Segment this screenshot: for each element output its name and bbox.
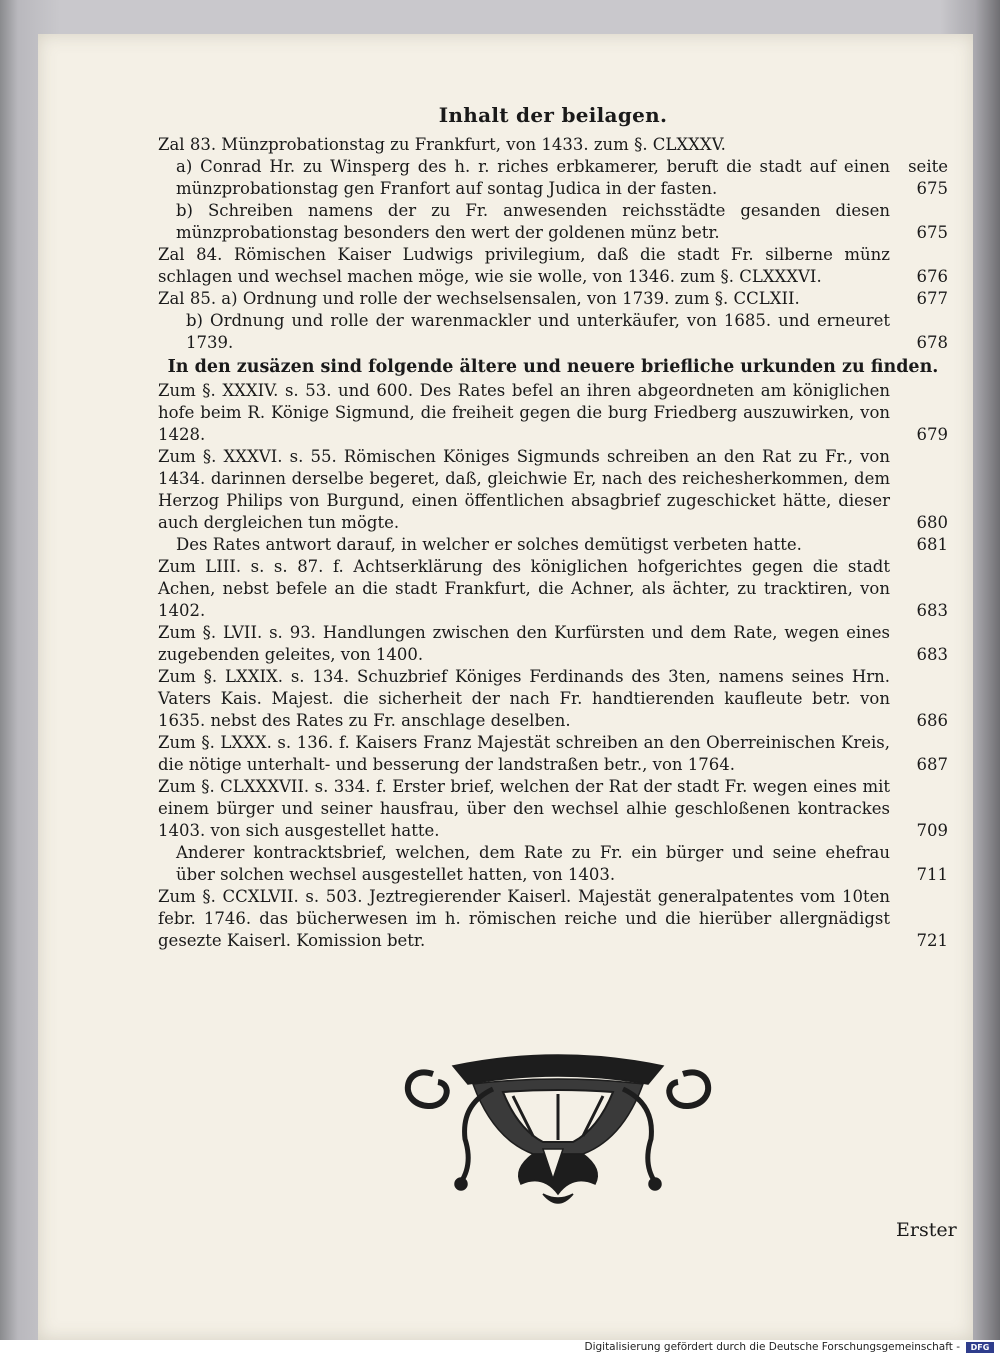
entry-page-number: 681 [916, 535, 948, 554]
ornament-icon [393, 1044, 723, 1214]
entry-text: b) Schreiben namens der zu Fr. anwesenden reichsstädte gesanden diesen münzprobationstag besonders den wert der goldenen münz betr. [176, 201, 890, 242]
entry-text: Zal 85. a) Ordnung und rolle der wechselsensalen, von 1739. zum §. CCLXII. [158, 289, 800, 308]
list-item [158, 556, 948, 622]
entry-page-number: 675 [916, 223, 948, 242]
list-item [158, 200, 948, 244]
entry-page-number: 680 [916, 513, 948, 532]
list-item [158, 244, 948, 288]
list-item [158, 310, 948, 354]
entry-page-number: 709 [916, 821, 948, 840]
entry-page-number: 711 [916, 865, 948, 884]
list-item [158, 134, 948, 156]
page-heading: Inhalt der beilagen. [438, 103, 668, 127]
list-item [158, 842, 948, 886]
entry-text: Des Rates antwort darauf, in welcher er solches demütigst verbeten hatte. [176, 535, 802, 554]
footer-credit: Digitalisierung gefördert durch die Deutsche Forschungsgemeinschaft - [584, 1341, 960, 1353]
entry-page-number: 679 [916, 425, 948, 444]
list-item [158, 666, 948, 732]
entry-text: Zum §. LVII. s. 93. Handlungen zwischen den Kurfürsten und dem Rate, wegen eines zugebenden geleites, von 1400. [158, 623, 890, 664]
entries-list [158, 134, 948, 354]
entry-text: Zum §. XXXVI. s. 55. Römischen Königes Sigmunds schreiben an den Rat zu Fr., von 1434. darinnen derselbe begeret, daß, gleichwie Er, nach des reichesherkommen, dem Herzog Philips von Burgund, einen öffentlichen absagbrief zugeschicket hätte, dieser auch dergleichen tun mögte. [158, 447, 890, 532]
entry-page-number: 721 [916, 931, 948, 950]
catchword: Erster [896, 1219, 957, 1241]
page-content [158, 104, 948, 952]
entry-text: Anderer kontracktsbrief, welchen, dem Rate zu Fr. ein bürger und seine ehefrau über solchen wechsel ausgestellet hatten, von 1403. [176, 843, 890, 884]
entry-text: a) Conrad Hr. zu Winsperg des h. r. riches erbkamerer, beruft die stadt auf einen münzprobationstag gen Franfort auf sontag Judica in der fasten. [176, 157, 890, 198]
entry-text: Zum LIII. s. s. 87. f. Achtserklärung des königlichen hofgerichtes gegen die stadt Achen, nebst befele an die stadt Frankfurt, die Achner, als ächter, zu tracktiren, von 1402. [158, 557, 890, 620]
entry-page-number: 683 [916, 601, 948, 620]
entry-text: Zal 83. Münzprobationstag zu Frankfurt, von 1433. zum §. CLXXXV. [158, 135, 726, 154]
entry-page-number: 687 [916, 755, 948, 774]
entry-page-number: 683 [916, 645, 948, 664]
list-item [158, 288, 948, 310]
dfg-logo: DFG [966, 1342, 994, 1353]
entry-text: Zal 84. Römischen Kaiser Ludwigs privilegium, daß die stadt Fr. silberne münz schlagen und wechsel machen möge, wie sie wolle, von 1346. zum §. CLXXXVI. [158, 245, 890, 286]
list-item [158, 732, 948, 776]
entry-text: Zum §. CCXLVII. s. 503. Jeztregierender Kaiserl. Majestät generalpatentes vom 10ten febr. 1746. das bücherwesen im h. römischen reiche und die hierüber allergnädigst gesezte Kaiserl. Komission betr. [158, 887, 890, 950]
entry-page-number: 686 [916, 711, 948, 730]
list-item [158, 886, 948, 952]
list-item [158, 156, 948, 200]
entry-text: Zum §. CLXXXVII. s. 334. f. Erster brief, welchen der Rat der stadt Fr. wegen eines mit einem bürger und seiner hausfrau, über den wechsel alhie geschloßenen kontrackes 1403. von sich ausgestellet hatte. [158, 777, 890, 840]
entries-list-additions [158, 380, 948, 952]
entry-text: Zum §. LXXIX. s. 134. Schuzbrief Königes Ferdinands des 3ten, namens seines Hrn. Vaters Kais. Majest. die sicherheit der nach Fr. handtierenden kaufleute betr. von 1635. nebst des Rates zu Fr. anschlage deselben. [158, 667, 890, 730]
list-item [158, 534, 948, 556]
book-page [38, 34, 973, 1340]
entry-page-number: 676 [916, 267, 948, 286]
section-subheading: In den zusäzen sind folgende ältere und neuere briefliche urkunden zu finden. [167, 357, 939, 377]
entry-text: Zum §. XXXIV. s. 53. und 600. Des Rates befel an ihren abgeordneten am königlichen hofe beim R. Könige Sigmund, die freiheit gegen die burg Friedberg auszuwirken, von 1428. [158, 381, 890, 444]
list-item [158, 446, 948, 534]
entry-page-number: 677 [916, 289, 948, 308]
list-item [158, 380, 948, 446]
entry-text: b) Ordnung und rolle der warenmackler und unterkäufer, von 1685. und erneuret 1739. [186, 311, 890, 352]
list-item [158, 776, 948, 842]
list-item [158, 622, 948, 666]
entry-page-number: seite 675 [908, 157, 948, 198]
entry-text: Zum §. LXXX. s. 136. f. Kaisers Franz Majestät schreiben an den Oberreinischen Kreis, die nötige unterhalt- und besserung der landstraßen betr., von 1764. [158, 733, 890, 774]
entry-page-number: 678 [916, 333, 948, 352]
